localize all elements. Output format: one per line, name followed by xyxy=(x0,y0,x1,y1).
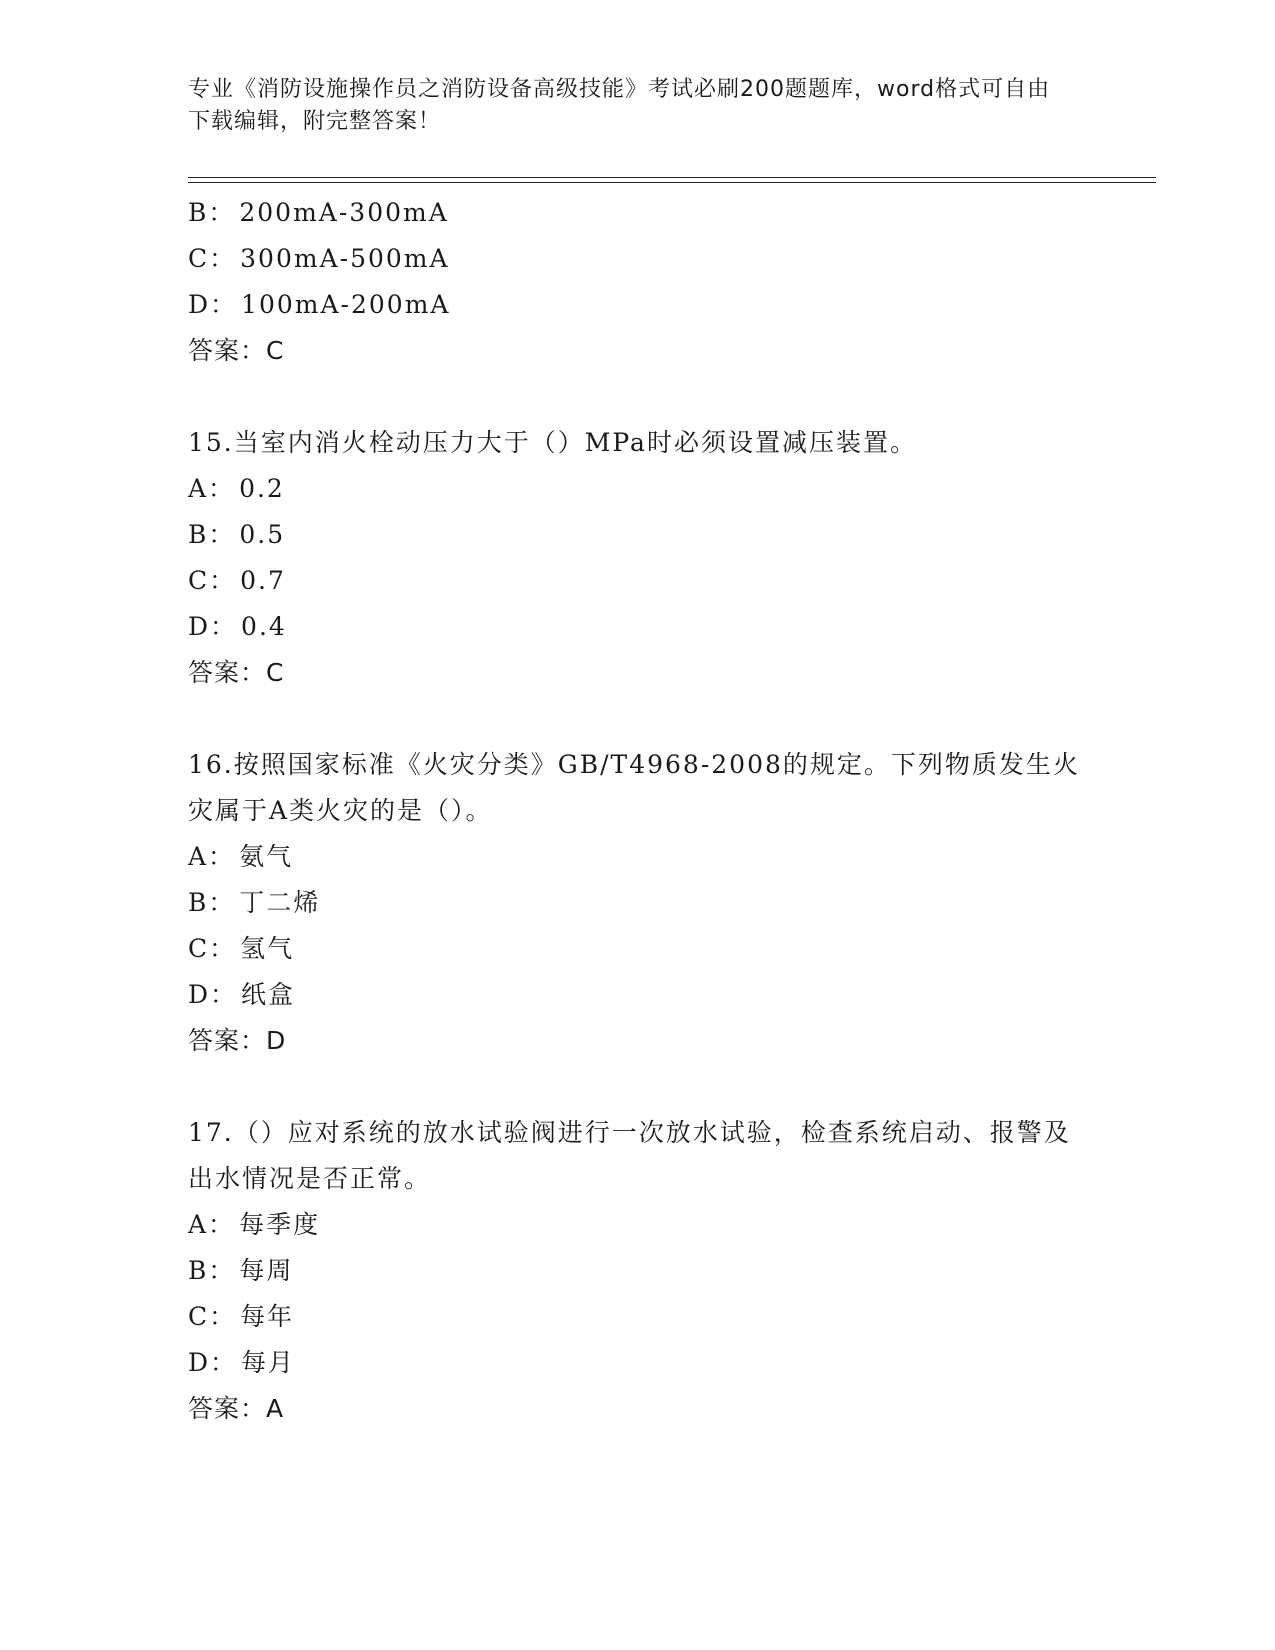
option-d: D： 0.4 xyxy=(188,612,287,641)
answer-line: 答案：C xyxy=(188,336,285,365)
answer-line: 答案：D xyxy=(188,1026,287,1055)
partial-question xyxy=(188,190,1088,374)
page-header: 专业《消防设施操作员之消防设备高级技能》考试必刷200题题库，word格式可自由下载编辑，附完整答案！ xyxy=(188,77,1051,134)
option-c: C： 300mA-500mA xyxy=(188,244,450,273)
option-b: B： 200mA-300mA xyxy=(188,198,449,227)
option-b: B： 0.5 xyxy=(188,520,286,549)
option-a: A： 0.2 xyxy=(188,474,285,503)
option-d: D： 纸盒 xyxy=(188,980,296,1009)
header-rule-bottom xyxy=(188,182,1156,183)
answer-line: 答案：C xyxy=(188,658,285,687)
option-a: A： 氨气 xyxy=(188,842,294,871)
option-d: D： 100mA-200mA xyxy=(188,290,451,319)
question-stem: 15.当室内消火栓动压力大于（）MPa时必须设置减压装置。 xyxy=(188,428,917,457)
answer-line: 答案：A xyxy=(188,1394,285,1423)
question-stem: 17.（）应对系统的放水试验阀进行一次放水试验，检查系统启动、报警及出水情况是否正常。 xyxy=(188,1118,1071,1193)
option-c: C： 氢气 xyxy=(188,934,295,963)
option-d: D： 每月 xyxy=(188,1348,296,1377)
question-17 xyxy=(188,1110,1088,1432)
option-a: A： 每季度 xyxy=(188,1210,321,1239)
question-16 xyxy=(188,742,1088,1064)
question-content xyxy=(188,190,1088,1432)
option-b: B： 丁二烯 xyxy=(188,888,321,917)
option-c: C： 0.7 xyxy=(188,566,286,595)
question-stem: 16.按照国家标准《火灾分类》GB/T4968-2008的规定。下列物质发生火灾属于A类火灾的是（）。 xyxy=(188,750,1080,825)
option-c: C： 每年 xyxy=(188,1302,295,1331)
question-15 xyxy=(188,420,1088,696)
header-rule-top xyxy=(188,177,1156,178)
option-b: B： 每周 xyxy=(188,1256,294,1285)
